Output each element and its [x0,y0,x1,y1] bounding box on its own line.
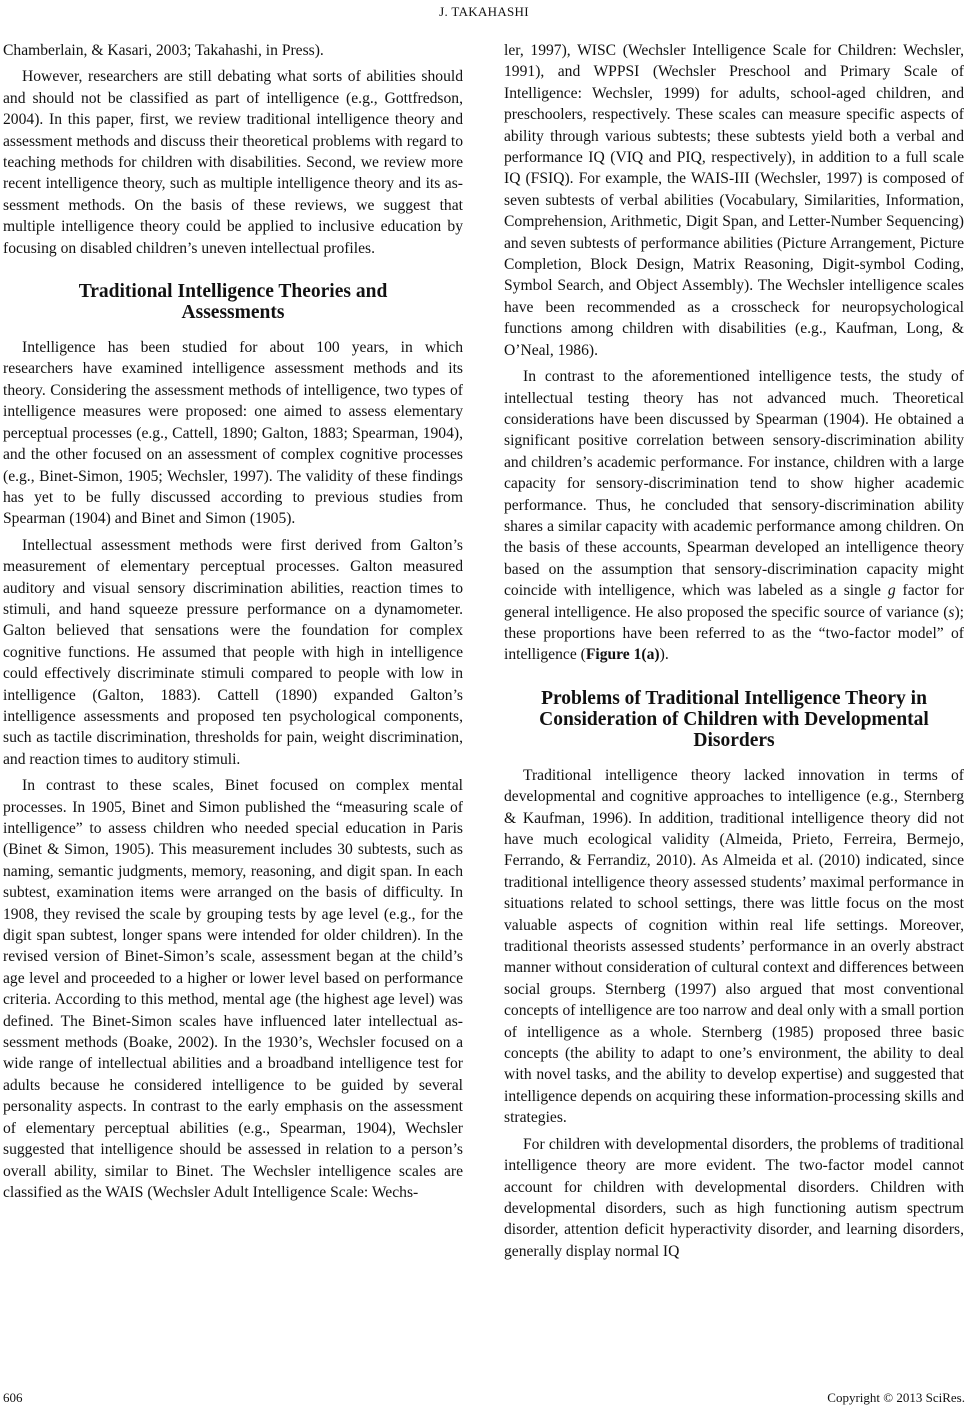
italic-s: s [948,603,955,621]
heading-line: Traditional Intelligence Theories and [78,281,388,303]
right-column [504,40,964,1267]
paragraph: Intellectual assessment methods were first derived from Galton’s measurement of elementary perceptual processes. Galton measured auditory and visual sensory discrimination abilities, reaction times to stimuli, and hand squeeze pressure performance on a dynamometer. Galton believed that sensations were the foundation for complex cognitive functions. He assumed that people with high in intelligence could effectively discriminate stimuli compared to people with low in intelligence (Galton, 1883). Cattell (1890) expanded Galton’s intelligence assessments and proposed ten psychological components, such as tactile discrimination, thresholds for pain, weight discrimination, and reaction times to auditory stimuli. [3,536,463,768]
heading-line: Disorders [693,729,775,751]
copyright-notice: Copyright © 2013 SciRes. [827,1390,965,1405]
section-heading [514,688,954,751]
heading-line: Assessments [181,302,285,324]
paragraph [504,366,964,666]
running-head: J. TAKAHASHI [439,4,529,19]
paragraph: Traditional intelligence theory lacked innovation in terms of developmental and cognitive approaches to intelligence (e.g., Sternberg & Kaufman, 1996). In addition, traditional intelligence theory did not have much ecological validity (Almeida, Prieto, Ferreira, Bermejo, Ferrando, & Ferrandiz, 2010). As Almeida et al. (2010) indicated, since traditional intelligence theory assessed students’ maximal performance in situations related to school settings, there was little focus on the most valuable aspects of cognition within real life settings. Moreover, traditional theorists assessed students’ performance in an overly abstract manner without consideration of cultural context and differences between social groups. Sternberg (1997) also argued that most conventional concepts of intelligence are too narrow and deal only with a small portion of intelligence as a whole. Sternberg (1985) proposed three basic concepts (the ability to adapt to one’s environment, the ability to deal with novel tasks, and the ability to develop expertise) and suggested that intelligence depends on acquiring these information-processing skills and strategies. [504,766,964,1127]
italic-g: g [887,582,896,600]
heading-line: Consideration of Children with Developmental [539,708,929,730]
heading-line: Problems of Traditional Intelligence Theory in [541,687,927,709]
paragraph: Chamberlain, & Kasari, 2003; Takahashi, in Press). [3,42,324,59]
paragraph: ler, 1997), WISC (Wechsler Intelligence Scale for Children: Wechsler, 1991), and WPPSI (Wechsler Preschool and Primary Scale of Intelligence: Wechsler, 1999) for adults, school-aged children, and preschoolers, respectively. These scales can measure specific aspects of ability through various subtests; these subtests yield both a verbal and performance IQ (VIQ and PIQ, respectively), in addition to a full scale IQ (FSIQ). For example, the WAIS-III (Wechsler, 1997) is composed of seven subtests of verbal abilities (Vocabulary, Similarities, Information, Comprehension, Arithmetic, Digit Span, and Letter-Number Sequencing) and seven subtests of performance abilities (Picture Arrangement, Picture Completion, Block Design, Matrix Reasoning, Digit-symbol Coding, Symbol Search, and Object Assembly). The Wechsler intelligence scales have been recommended as a crosscheck for neuropsychological functions among children with disabilities (e.g., Kaufman, Long, & O’Neal, 1986). [504,42,964,359]
left-column [3,40,463,1208]
paragraph: In contrast to these scales, Binet focused on complex mental processes. In 1905, Binet and Simon published the “measuring scale of intelligence” to assess children who needed special education in Paris (Binet & Simon, 1905). This measurement includes 30 subtests, such as naming, semantic judgments, memory, reasoning, and digit span. In each subtest, examination items were arranged on the basis of difficulty. In 1908, they revised the scale by grouping tests by age level (e.g., for the digit span subtest, longer spans were intended for older children). In the revised version of Binet-Simon’s scale, assessment began at the child’s age level and proceeded to a higher or lower level based on performance criteria. According to this method, mental age (the highest age level) was defined. The Binet-Simon scales have influenced later intellectual assessment methods (Boake, 2002). In the 1930’s, Wechsler focused on a wide range of intellectual abilities and a broadband intelligence test for adults because he considered intelligence to be guided by several personality aspects. In contrast to the early emphasis on the assessment of elementary perceptual abilities (e.g., Spearman, 1904), Wechsler suggested that intelligence should be assessed in relation to a person’s overall ability, similar to Binet. The Wechsler intelligence scales are classified as the WAIS (Wechsler Adult Intelligence Scale: Wechs- [3,777,463,1201]
page-number: 606 [3,1390,23,1405]
section-heading [13,281,453,323]
text-run: In contrast to the aforementioned intelligence tests, the study of intellectual testing theory has not advanced much. Theoretical considerations have been discussed by Spearman (1904). He obtained a significant positive correlation between sensory-discrimination ability and children’s academic performance. For instance, children with a large capacity for sensory-discrimination tend to show higher academic performance. Thus, he concluded that sensory-discrimination ability shares a similar capacity with academic performance among children. On the basis of these accounts, Spearman developed an intelligence theory based on the assumption that sensory-discrimination capacity might coincide with intelligence, which was labeled as a single [504,368,964,600]
paragraph: However, researchers are still debating what sorts of abilities should and should not be classified as part of intelligence (e.g., Gottfredson, 2004). In this paper, first, we review traditional intelligence theory and assessment methods and discuss their theoretical problems with regard to teaching methods for children with disabilities. Second, we review more recent intelligence theory, such as multiple intelligence theory and its assessment methods. On the basis of these reviews, we suggest that multiple intelligence theory could be applied to inclusive education by focusing on disabled children’s uneven intellectual profiles. [3,68,463,257]
paragraph: Intelligence has been studied for about 100 years, in which researchers have examined intelligence assessment methods and its theory. Considering the assessment methods of intelligence, two types of intelligence measures were proposed: one aimed to assess elementary perceptual processes (e.g., Cattell, 1890; Galton, 1883; Spearman, 1904), and the other focused on an assessment of complex cognitive processes (e.g., Binet-Simon, 1905; Wechsler, 1997). The validity of these findings has yet to be fully discussed according to previous studies from Spearman (1904) and Binet and Simon (1905). [3,339,463,528]
text-run: factor for general intelligence. He also proposed the specific source of variance ( [504,582,965,621]
text-run: ); these proportions have been referred to as the “two-factor model” of intelligence ( [504,603,964,664]
figure-reference-link[interactable]: Figure 1(a) [585,646,660,664]
paragraph: For children with developmental disorders, the problems of traditional intelligence theory are more evident. The two-factor model cannot account for children with developmental disorders. Children with developmental disorders, such as high functioning autism spectrum disorder, attention deficit hyperactivity disorder, and learning disorders, generally display normal IQ [504,1135,964,1260]
text-run: ). [659,646,669,664]
